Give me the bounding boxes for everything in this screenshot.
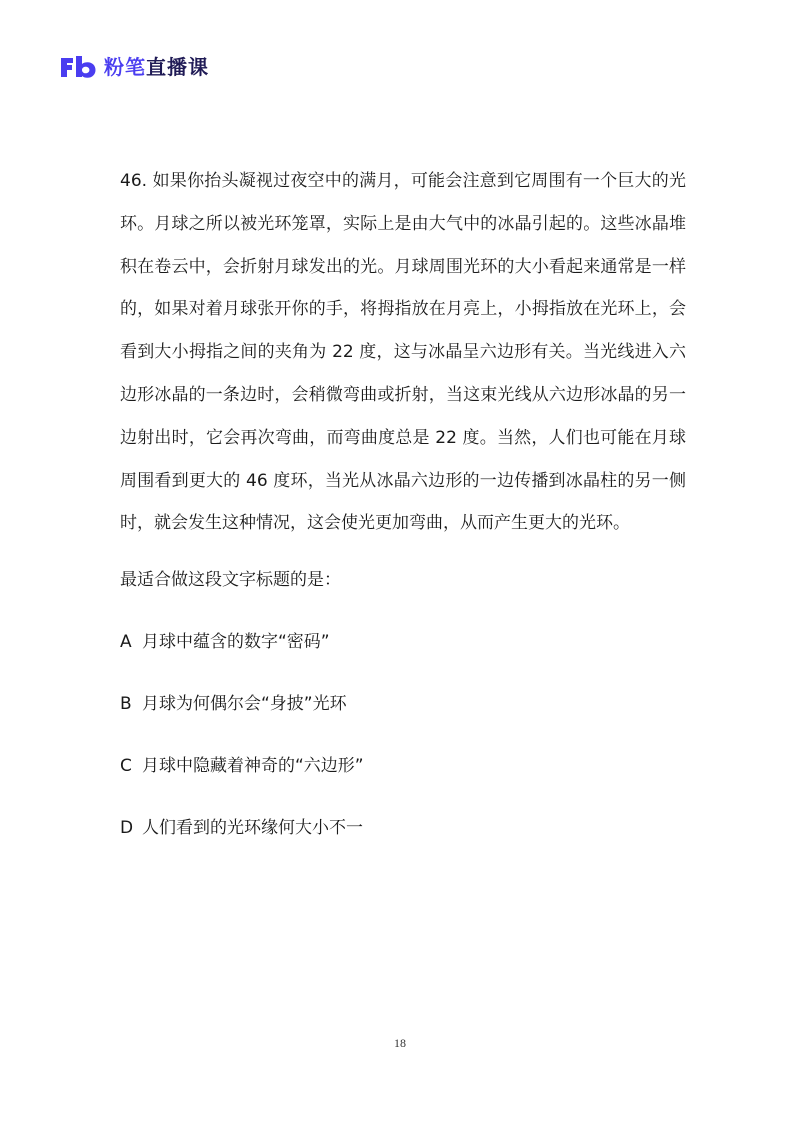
brand-suffix: 直播课	[146, 55, 209, 79]
option-letter: D	[120, 818, 134, 839]
option-text: 月球为何偶尔会“身披”光环	[142, 694, 347, 715]
option-d	[120, 813, 686, 843]
option-text: 月球中蕴含的数字“密码”	[142, 632, 330, 653]
option-letter: B	[120, 694, 132, 715]
question-prompt: 最适合做这段文字标题的是：	[120, 570, 341, 591]
question-text: 46. 如果你抬头凝视过夜空中的满月，可能会注意到它周围有一个巨大的光环。月球之所以被光环笼罩，实际上是由大气中的冰晶引起的。这些冰晶堆积在卷云中，会折射月球发出的光。月球周围光环的大小看起来通常是一样的，如果对着月球张开你的手，将拇指放在月亮上，小拇指放在光环上，会看到大小拇指之间的夹角为 22 度，这与冰晶呈六边形有关。当光线进入六边形冰晶的一条边时，会稍微弯曲或折射，当这束光线从六边形冰晶的另一边射出时，它会再次弯曲，而弯曲度总是 22 度。当然，人们也可能在月球周围看到更大的 46 度环，当光从冰晶六边形的一边传播到冰晶柱的另一侧时，就会发生这种情况，这会使光更加弯曲，从而产生更大的光环。	[120, 171, 686, 534]
question-block	[120, 160, 686, 843]
brand-name: 粉笔	[104, 55, 146, 79]
page-number: 18	[394, 1036, 406, 1050]
header	[58, 52, 209, 82]
option-c	[120, 751, 686, 781]
option-a	[120, 627, 686, 657]
option-letter: C	[120, 756, 132, 777]
option-text: 人们看到的光环缘何大小不一	[142, 818, 363, 839]
option-letter: A	[120, 632, 132, 653]
brand-title	[104, 54, 209, 80]
fb-logo-icon	[58, 54, 98, 80]
option-list	[120, 627, 686, 843]
option-b	[120, 689, 686, 719]
option-text: 月球中隐藏着神奇的“六边形”	[142, 756, 364, 777]
